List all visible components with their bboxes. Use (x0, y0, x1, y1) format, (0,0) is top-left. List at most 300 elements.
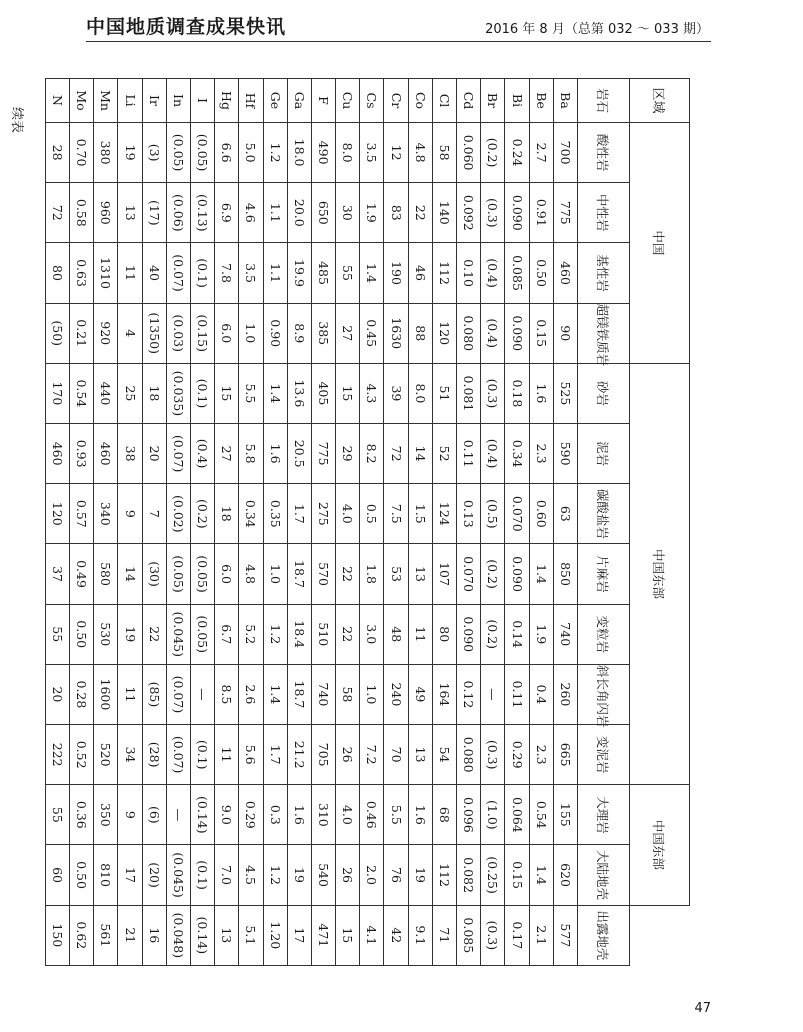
table-cell: (0.14) (191, 785, 215, 845)
table-cell: 52 (432, 424, 456, 484)
table-cell: 190 (384, 243, 408, 303)
table-cell: 20.0 (287, 183, 311, 243)
rock-type-header: 泥岩 (578, 424, 630, 484)
table-cell: 55 (45, 785, 69, 845)
table-cell: 6.0 (215, 303, 239, 363)
table-cell: 16 (142, 905, 166, 965)
table-cell: 0.91 (529, 183, 553, 243)
table-cell: 13 (215, 905, 239, 965)
table-cell: 0.070 (457, 544, 481, 604)
table-cell: 1600 (94, 664, 118, 724)
table-cell: 18 (142, 363, 166, 423)
table-cell: 11 (118, 664, 142, 724)
table-cell: — (481, 664, 505, 724)
table-cell: 4.1 (360, 905, 384, 965)
table-cell: 14 (118, 544, 142, 604)
table-cell: 4.5 (239, 845, 263, 905)
table-cell: (0.035) (166, 363, 190, 423)
element-symbol: Ba (553, 79, 577, 123)
table-row (529, 79, 553, 966)
table-row (360, 79, 384, 966)
table-cell: (6) (142, 785, 166, 845)
table-cell: 525 (553, 363, 577, 423)
issue-info: 2016 年 8 月（总第 032 ～ 033 期） (485, 22, 709, 37)
rock-type-header: 大理岩 (578, 785, 630, 845)
table-cell: 20.5 (287, 424, 311, 484)
table-row (70, 79, 94, 966)
table-cell: 72 (384, 424, 408, 484)
table-cell: 63 (553, 484, 577, 544)
table-cell: 540 (311, 845, 335, 905)
table-cell: 460 (553, 243, 577, 303)
table-cell: 60 (45, 845, 69, 905)
table-cell: 260 (553, 664, 577, 724)
table-cell: 112 (432, 845, 456, 905)
table-row (505, 79, 529, 966)
table-cell: 4.3 (360, 363, 384, 423)
table-cell: 6.9 (215, 183, 239, 243)
table-cell: 0.58 (70, 183, 94, 243)
table-cell: 38 (118, 424, 142, 484)
table-cell: 140 (432, 183, 456, 243)
table-cell: 460 (94, 424, 118, 484)
table-cell: 0.096 (457, 785, 481, 845)
table-cell: 1.6 (529, 363, 553, 423)
table-cell: 740 (311, 664, 335, 724)
table-cell: 14 (408, 424, 432, 484)
table-cell: 5.1 (239, 905, 263, 965)
table-cell: 54 (432, 725, 456, 785)
table-cell: (28) (142, 725, 166, 785)
table-cell: 6.0 (215, 544, 239, 604)
table-cell: (0.045) (166, 845, 190, 905)
table-cell: 222 (45, 725, 69, 785)
table-cell: 5.8 (239, 424, 263, 484)
table-cell: 15 (336, 905, 360, 965)
rock-type-header: 出露地壳 (578, 905, 630, 965)
table-cell: 7 (142, 484, 166, 544)
element-symbol: Cu (336, 79, 360, 123)
table-cell: 11 (215, 725, 239, 785)
rock-type-header: 碳酸盐岩 (578, 484, 630, 544)
table-cell: (0.05) (166, 123, 190, 183)
table-cell: 68 (432, 785, 456, 845)
table-cell: (0.07) (166, 725, 190, 785)
table-cell: 18.7 (287, 664, 311, 724)
table-cell: 15 (215, 363, 239, 423)
table-cell: 440 (94, 363, 118, 423)
table-cell: 9.0 (215, 785, 239, 845)
table-cell: 8.0 (408, 363, 432, 423)
table-cell: 58 (432, 123, 456, 183)
table-cell: (0.05) (191, 604, 215, 664)
table-cell: 0.70 (70, 123, 94, 183)
table-cell: 1.4 (529, 544, 553, 604)
table-cell: 28 (45, 123, 69, 183)
table-cell: 0.5 (360, 484, 384, 544)
table-cell: 19.9 (287, 243, 311, 303)
table-row (239, 79, 263, 966)
table-cell: 920 (94, 303, 118, 363)
continued-label: 续表 (9, 107, 24, 134)
table-row (311, 79, 335, 966)
table-cell: 1.4 (263, 664, 287, 724)
table-cell: 13 (118, 183, 142, 243)
table-cell: 6.6 (215, 123, 239, 183)
table-cell: 7.0 (215, 845, 239, 905)
table-cell: 740 (553, 604, 577, 664)
table-cell: 76 (384, 845, 408, 905)
table-cell: 4.6 (239, 183, 263, 243)
table-cell: 27 (215, 424, 239, 484)
rock-type-header: 片麻岩 (578, 544, 630, 604)
table-cell: (0.1) (191, 845, 215, 905)
region-header: 中国东部 (630, 363, 690, 784)
table-cell: (0.4) (191, 424, 215, 484)
table-cell: 26 (336, 725, 360, 785)
table-cell: 0.54 (529, 785, 553, 845)
table-cell: (0.2) (481, 544, 505, 604)
table-cell: 1.0 (239, 303, 263, 363)
table-cell: 164 (432, 664, 456, 724)
table-cell: (0.4) (481, 243, 505, 303)
table-cell: 9.1 (408, 905, 432, 965)
table-cell: 6.7 (215, 604, 239, 664)
table-cell: 5.2 (239, 604, 263, 664)
table-cell: 3.0 (360, 604, 384, 664)
table-cell: 310 (311, 785, 335, 845)
table-cell: 471 (311, 905, 335, 965)
table-cell: 0.070 (505, 484, 529, 544)
table-cell: (0.3) (481, 905, 505, 965)
table-cell: (1.0) (481, 785, 505, 845)
table-cell: 1.4 (360, 243, 384, 303)
table-cell: — (166, 785, 190, 845)
table-cell: 51 (432, 363, 456, 423)
table-cell: 150 (45, 905, 69, 965)
table-cell: 155 (553, 785, 577, 845)
element-symbol: Cs (360, 79, 384, 123)
table-cell: 1.2 (263, 845, 287, 905)
table-cell: 577 (553, 905, 577, 965)
table-cell: 1.2 (263, 123, 287, 183)
table-cell: 340 (94, 484, 118, 544)
table-cell: (0.07) (166, 243, 190, 303)
table-cell: 775 (311, 424, 335, 484)
table-cell: 37 (45, 544, 69, 604)
table-cell: 5.5 (384, 785, 408, 845)
table-cell: 58 (336, 664, 360, 724)
element-symbol: Mo (70, 79, 94, 123)
table-cell: 0.090 (505, 544, 529, 604)
table-cell: 8.9 (287, 303, 311, 363)
table-cell: (0.1) (191, 363, 215, 423)
table-cell: 0.28 (70, 664, 94, 724)
table-cell: 15 (336, 363, 360, 423)
table-cell: 30 (336, 183, 360, 243)
table-cell: 0.10 (457, 243, 481, 303)
table-cell: 0.34 (239, 484, 263, 544)
table-cell: 4 (118, 303, 142, 363)
table-cell: 48 (384, 604, 408, 664)
table-cell: 25 (118, 363, 142, 423)
element-abundance-table-container (49, 78, 690, 966)
element-symbol: N (45, 79, 69, 123)
table-cell: 20 (45, 664, 69, 724)
table-cell: 4.8 (239, 544, 263, 604)
table-cell: 2.3 (529, 424, 553, 484)
table-cell: 27 (336, 303, 360, 363)
table-cell: (0.1) (191, 243, 215, 303)
table-cell: 960 (94, 183, 118, 243)
rock-type-header: 超镁铁质岩 (578, 303, 630, 363)
element-symbol: Ga (287, 79, 311, 123)
element-symbol: Hf (239, 79, 263, 123)
table-cell: (0.05) (166, 544, 190, 604)
table-cell: 12 (384, 123, 408, 183)
table-cell: 1.9 (529, 604, 553, 664)
element-symbol: I (191, 79, 215, 123)
table-cell: 0.090 (457, 604, 481, 664)
table-cell: (0.2) (191, 484, 215, 544)
table-cell: 55 (45, 604, 69, 664)
table-cell: 26 (336, 845, 360, 905)
table-cell: 1630 (384, 303, 408, 363)
header-divider (86, 41, 711, 42)
table-cell: 22 (336, 544, 360, 604)
table-cell: (0.4) (481, 303, 505, 363)
table-cell: 0.57 (70, 484, 94, 544)
table-cell: 380 (94, 123, 118, 183)
rock-type-header: 砂岩 (578, 363, 630, 423)
table-row (191, 79, 215, 966)
table-cell: 72 (45, 183, 69, 243)
table-cell: 1.20 (263, 905, 287, 965)
table-cell: 5.5 (239, 363, 263, 423)
rock-type-header: 中性岩 (578, 183, 630, 243)
table-cell: 1.7 (287, 484, 311, 544)
table-cell: (0.1) (191, 725, 215, 785)
table-cell: 3.5 (360, 123, 384, 183)
rock-type-header: 基性岩 (578, 243, 630, 303)
table-cell: 810 (94, 845, 118, 905)
table-cell: 0.082 (457, 845, 481, 905)
table-cell: 580 (94, 544, 118, 604)
table-cell: 0.93 (70, 424, 94, 484)
table-cell: 0.34 (505, 424, 529, 484)
table-cell: 19 (287, 845, 311, 905)
table-cell: 700 (553, 123, 577, 183)
table-cell: (0.06) (166, 183, 190, 243)
table-cell: 0.36 (70, 785, 94, 845)
table-cell: 0.081 (457, 363, 481, 423)
table-cell: 1.4 (263, 363, 287, 423)
element-symbol: Br (481, 79, 505, 123)
table-cell: (3) (142, 123, 166, 183)
table-cell: 0.12 (457, 664, 481, 724)
table-cell: 1.6 (408, 785, 432, 845)
table-cell: 510 (311, 604, 335, 664)
table-row (118, 79, 142, 966)
table-cell: (0.05) (191, 123, 215, 183)
table-cell: 11 (408, 604, 432, 664)
element-symbol: Co (408, 79, 432, 123)
table-cell: 0.080 (457, 725, 481, 785)
table-row (481, 79, 505, 966)
table-cell: 4.8 (408, 123, 432, 183)
table-cell: 88 (408, 303, 432, 363)
element-symbol: Cd (457, 79, 481, 123)
table-cell: 53 (384, 544, 408, 604)
element-symbol: F (311, 79, 335, 123)
table-cell: 1.4 (529, 845, 553, 905)
table-cell: (0.3) (481, 183, 505, 243)
region-header-label: 区域 (630, 79, 690, 123)
table-cell: 8.2 (360, 424, 384, 484)
table-cell: 19 (118, 604, 142, 664)
rock-type-header: 酸性岩 (578, 123, 630, 183)
table-cell: 120 (432, 303, 456, 363)
table-cell: 2.1 (529, 905, 553, 965)
element-symbol: Li (118, 79, 142, 123)
table-cell: 0.63 (70, 243, 94, 303)
table-cell: 1.1 (263, 183, 287, 243)
table-cell: (0.045) (166, 604, 190, 664)
table-cell: (1350) (142, 303, 166, 363)
table-cell: 13 (408, 544, 432, 604)
table-cell: — (191, 664, 215, 724)
table-cell: 1.0 (263, 544, 287, 604)
table-cell: (85) (142, 664, 166, 724)
table-cell: 17 (118, 845, 142, 905)
table-cell: 405 (311, 363, 335, 423)
table-cell: (0.07) (166, 424, 190, 484)
table-cell: 19 (118, 123, 142, 183)
table-cell: 0.18 (505, 363, 529, 423)
table-cell: 21.2 (287, 725, 311, 785)
element-symbol: Mn (94, 79, 118, 123)
page-number: 47 (694, 1001, 711, 1016)
table-cell: 775 (553, 183, 577, 243)
table-cell: 1.0 (360, 664, 384, 724)
table-cell: 0.060 (457, 123, 481, 183)
table-cell: 39 (384, 363, 408, 423)
table-row (45, 79, 69, 966)
table-cell: 240 (384, 664, 408, 724)
table-cell: 18.7 (287, 544, 311, 604)
table-cell: 0.11 (505, 664, 529, 724)
table-cell: 71 (432, 905, 456, 965)
table-cell: 34 (118, 725, 142, 785)
table-cell: 0.092 (457, 183, 481, 243)
table-cell: 7.2 (360, 725, 384, 785)
table-cell: 385 (311, 303, 335, 363)
table-cell: 0.35 (263, 484, 287, 544)
table-cell: 21 (118, 905, 142, 965)
table-cell: 1.7 (263, 725, 287, 785)
table-row (432, 79, 456, 966)
table-cell: 1.6 (287, 785, 311, 845)
table-cell: 0.54 (70, 363, 94, 423)
table-cell: 850 (553, 544, 577, 604)
table-cell: 0.52 (70, 725, 94, 785)
table-cell: 1.9 (360, 183, 384, 243)
table-cell: 3.5 (239, 243, 263, 303)
table-row (94, 79, 118, 966)
table-cell: (0.02) (166, 484, 190, 544)
table-cell: 1.1 (263, 243, 287, 303)
table-cell: 90 (553, 303, 577, 363)
table-cell: 107 (432, 544, 456, 604)
table-row (336, 79, 360, 966)
table-cell: 0.24 (505, 123, 529, 183)
table-cell: 1310 (94, 243, 118, 303)
region-header: 中国 (630, 123, 690, 364)
table-cell: 22 (142, 604, 166, 664)
element-symbol: Be (529, 79, 553, 123)
table-cell: (0.05) (191, 544, 215, 604)
table-cell: 490 (311, 123, 335, 183)
table-cell: 70 (384, 725, 408, 785)
table-row (287, 79, 311, 966)
table-cell: 0.49 (70, 544, 94, 604)
table-cell: 0.29 (239, 785, 263, 845)
table-cell: 112 (432, 243, 456, 303)
region-header: 中国东部 (630, 785, 690, 905)
element-symbol: Cl (432, 79, 456, 123)
table-cell: 1.2 (263, 604, 287, 664)
table-cell: 170 (45, 363, 69, 423)
table-cell: 0.085 (505, 243, 529, 303)
element-symbol: Cr (384, 79, 408, 123)
table-cell: 7.8 (215, 243, 239, 303)
table-cell: 0.13 (457, 484, 481, 544)
table-cell: (0.15) (191, 303, 215, 363)
table-cell: (0.03) (166, 303, 190, 363)
table-cell: 0.090 (505, 183, 529, 243)
table-cell: 8.5 (215, 664, 239, 724)
table-cell: 49 (408, 664, 432, 724)
table-cell: 40 (142, 243, 166, 303)
table-cell: (0.07) (166, 664, 190, 724)
table-cell: (0.048) (166, 905, 190, 965)
table-cell: 0.50 (70, 845, 94, 905)
table-cell: 120 (45, 484, 69, 544)
table-cell: 2.3 (529, 725, 553, 785)
table-cell: 124 (432, 484, 456, 544)
table-cell: 705 (311, 725, 335, 785)
rock-type-header: 斜长角闪岩 (578, 664, 630, 724)
table-cell: 80 (45, 243, 69, 303)
table-cell: 18.0 (287, 123, 311, 183)
table-cell: 0.45 (360, 303, 384, 363)
table-cell: 460 (45, 424, 69, 484)
table-cell: 0.62 (70, 905, 94, 965)
table-cell: (0.13) (191, 183, 215, 243)
table-row (408, 79, 432, 966)
table-cell: (0.3) (481, 363, 505, 423)
table-cell: 9 (118, 785, 142, 845)
rock-type-header: 大陆地壳 (578, 845, 630, 905)
rock-type-header: 变粒岩 (578, 604, 630, 664)
table-cell: 0.15 (505, 845, 529, 905)
table-cell: 17 (287, 905, 311, 965)
table-cell: (0.14) (191, 905, 215, 965)
table-cell: 22 (336, 604, 360, 664)
table-cell: (0.5) (481, 484, 505, 544)
table-cell: 80 (432, 604, 456, 664)
table-cell: 22 (408, 183, 432, 243)
